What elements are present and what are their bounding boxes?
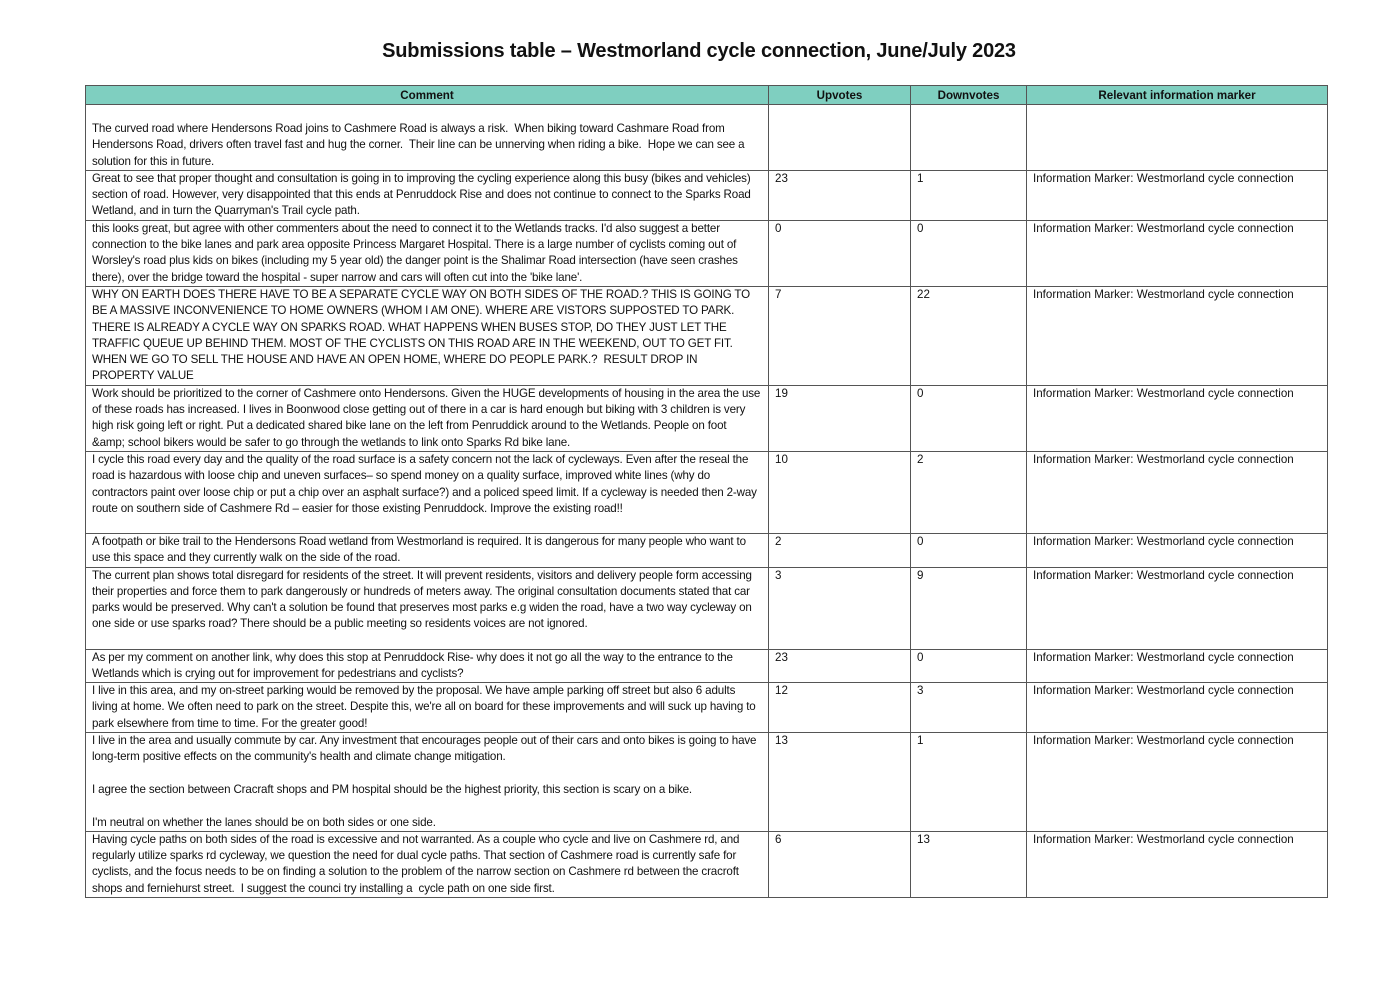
marker-cell: Information Marker: Westmorland cycle connection	[1027, 170, 1328, 220]
downvotes-cell: 1	[911, 733, 1027, 832]
column-header-comment: Comment	[86, 86, 769, 105]
marker-cell	[1027, 105, 1328, 171]
downvotes-cell: 2	[911, 451, 1027, 533]
marker-cell: Information Marker: Westmorland cycle connection	[1027, 649, 1328, 683]
table-row	[86, 220, 1328, 286]
marker-cell: Information Marker: Westmorland cycle connection	[1027, 683, 1328, 733]
upvotes-cell	[769, 105, 911, 171]
upvotes-cell: 0	[769, 220, 911, 286]
upvotes-cell: 13	[769, 733, 911, 832]
submissions-table	[85, 85, 1328, 898]
downvotes-cell: 22	[911, 286, 1027, 385]
table-row	[86, 649, 1328, 683]
upvotes-cell: 23	[769, 649, 911, 683]
column-header-marker: Relevant information marker	[1027, 86, 1328, 105]
comment-cell: A footpath or bike trail to the Hendersons Road wetland from Westmorland is required. It is dangerous for many people who want to use this space and they currently walk on the side of the road.	[86, 533, 769, 567]
comment-cell: Having cycle paths on both sides of the road is excessive and not warranted. As a couple who cycle and live on Cashmere rd, and regularly utilize sparks rd cycleway, we question the need for dual cycle paths. That section of Cashmere road is currently safe for cyclists, and the focus needs to be on finding a solution to the problem of the narrow section on Cashmere rd between the cracroft shops and ferniehurst street. I suggest the counci try installing a cycle path on one side first.	[86, 831, 769, 897]
downvotes-cell: 3	[911, 683, 1027, 733]
table-row	[86, 170, 1328, 220]
comment-cell: this looks great, but agree with other commenters about the need to connect it to the Wetlands tracks. I'd also suggest a better connection to the bike lanes and park area opposite Princess Margaret Hospital. There is a large number of cyclists coming out of Worsley's road plus kids on bikes (including my 5 year old) the danger point is the Shalimar Road intersection (have seen crashes there), over the bridge toward the hospital - super narrow and cars will often cut into the 'bike lane'.	[86, 220, 769, 286]
upvotes-cell: 2	[769, 533, 911, 567]
upvotes-cell: 7	[769, 286, 911, 385]
table-row	[86, 733, 1328, 832]
upvotes-cell: 12	[769, 683, 911, 733]
downvotes-cell: 1	[911, 170, 1027, 220]
comment-cell: The current plan shows total disregard for residents of the street. It will prevent residents, visitors and delivery people form accessing their properties and force them to park dangerously or hundreds of meters away. The original consultation documents stated that car parks would be preserved. Why can't a solution be found that preserves most parks e.g widen the road, have a two way cycleway on one side or use sparks road? There should be a public meeting so residents voices are not ignored.	[86, 567, 769, 649]
marker-cell: Information Marker: Westmorland cycle connection	[1027, 567, 1328, 649]
table-row	[86, 286, 1328, 385]
table-row	[86, 451, 1328, 533]
column-header-downvotes: Downvotes	[911, 86, 1027, 105]
comment-cell: I live in the area and usually commute by car. Any investment that encourages people out of their cars and onto bikes is going to have long-term positive effects on the community's health and climate change mitigation. I agree the section between Cracraft shops and PM hospital should be the highest priority, this section is scary on a bike. I'm neutral on whether the lanes should be on both sides or one side.	[86, 733, 769, 832]
comment-cell: I live in this area, and my on-street parking would be removed by the proposal. We have ample parking off street but also 6 adults living at home. We often need to park on the street. Despite this, we're all on board for these improvements and will suck up having to park elsewhere from time to time. For the greater good!	[86, 683, 769, 733]
downvotes-cell: 0	[911, 649, 1027, 683]
table-row	[86, 831, 1328, 897]
table-row	[86, 105, 1328, 171]
table-row	[86, 683, 1328, 733]
table-header-row	[86, 86, 1328, 105]
marker-cell: Information Marker: Westmorland cycle connection	[1027, 451, 1328, 533]
downvotes-cell: 9	[911, 567, 1027, 649]
downvotes-cell: 13	[911, 831, 1027, 897]
downvotes-cell	[911, 105, 1027, 171]
table-row	[86, 533, 1328, 567]
marker-cell: Information Marker: Westmorland cycle connection	[1027, 533, 1328, 567]
page-title: Submissions table – Westmorland cycle connection, June/July 2023	[382, 40, 1016, 62]
comment-cell: Work should be prioritized to the corner of Cashmere onto Hendersons. Given the HUGE developments of housing in the area the use of these roads has increased. I lives in Boonwood close getting out of there in a car is hard enough but biking with 3 children is very high risk going left or right. Put a dedicated shared bike lane on the left from Penruddick around to the Wetlands. People on foot &amp; school bikers would be safer to go through the wetlands to link onto Sparks Rd bike lane.	[86, 385, 769, 451]
comment-cell: As per my comment on another link, why does this stop at Penruddock Rise- why does it not go all the way to the entrance to the Wetlands which is crying out for improvement for pedestrians and cyclists?	[86, 649, 769, 683]
upvotes-cell: 6	[769, 831, 911, 897]
table-row	[86, 567, 1328, 649]
downvotes-cell: 0	[911, 533, 1027, 567]
marker-cell: Information Marker: Westmorland cycle connection	[1027, 220, 1328, 286]
comment-cell: Great to see that proper thought and consultation is going in to improving the cycling experience along this busy (bikes and vehicles) section of road. However, very disappointed that this ends at Penruddock Rise and does not continue to connect to the Sparks Road Wetland, and in turn the Quarryman's Trail cycle path.	[86, 170, 769, 220]
upvotes-cell: 10	[769, 451, 911, 533]
comment-cell: I cycle this road every day and the quality of the road surface is a safety concern not the lack of cycleways. Even after the reseal the road is hazardous with loose chip and uneven surfaces– so spend money on a quality surface, improved white lines (why do contractors paint over loose chip or put a chip over an asphalt surface?) and a policed speed limit. If a cycleway is needed then 2-way route on southern side of Cashmere Rd – easier for those existing Penruddock. Improve the existing road!!	[86, 451, 769, 533]
upvotes-cell: 23	[769, 170, 911, 220]
downvotes-cell: 0	[911, 385, 1027, 451]
marker-cell: Information Marker: Westmorland cycle connection	[1027, 286, 1328, 385]
upvotes-cell: 19	[769, 385, 911, 451]
comment-cell: WHY ON EARTH DOES THERE HAVE TO BE A SEPARATE CYCLE WAY ON BOTH SIDES OF THE ROAD.? THIS IS GOING TO BE A MASSIVE INCONVENIENCE TO HOME OWNERS (WHOM I AM ONE). WHERE ARE VISTORS SUPPOSTED TO PARK. THERE IS ALREADY A CYCLE WAY ON SPARKS ROAD. WHAT HAPPENS WHEN BUSES STOP, DO THEY JUST LET THE TRAFFIC QUEUE UP BEHIND THEM. MOST OF THE CYCLISTS ON THIS ROAD ARE IN THE WEEKEND, OUT TO GET FIT. WHEN WE GO TO SELL THE HOUSE AND HAVE AN OPEN HOME, WHERE DO PEOPLE PARK.? RESULT DROP IN PROPERTY VALUE	[86, 286, 769, 385]
upvotes-cell: 3	[769, 567, 911, 649]
marker-cell: Information Marker: Westmorland cycle connection	[1027, 385, 1328, 451]
comment-cell: The curved road where Hendersons Road joins to Cashmere Road is always a risk. When biking toward Cashmare Road from Hendersons Road, drivers often travel fast and hug the corner. Their line can be unnerving when riding a bike. Hope we can see a solution for this in future.	[86, 105, 769, 171]
marker-cell: Information Marker: Westmorland cycle connection	[1027, 733, 1328, 832]
marker-cell: Information Marker: Westmorland cycle connection	[1027, 831, 1328, 897]
downvotes-cell: 0	[911, 220, 1027, 286]
table-row	[86, 385, 1328, 451]
column-header-upvotes: Upvotes	[769, 86, 911, 105]
